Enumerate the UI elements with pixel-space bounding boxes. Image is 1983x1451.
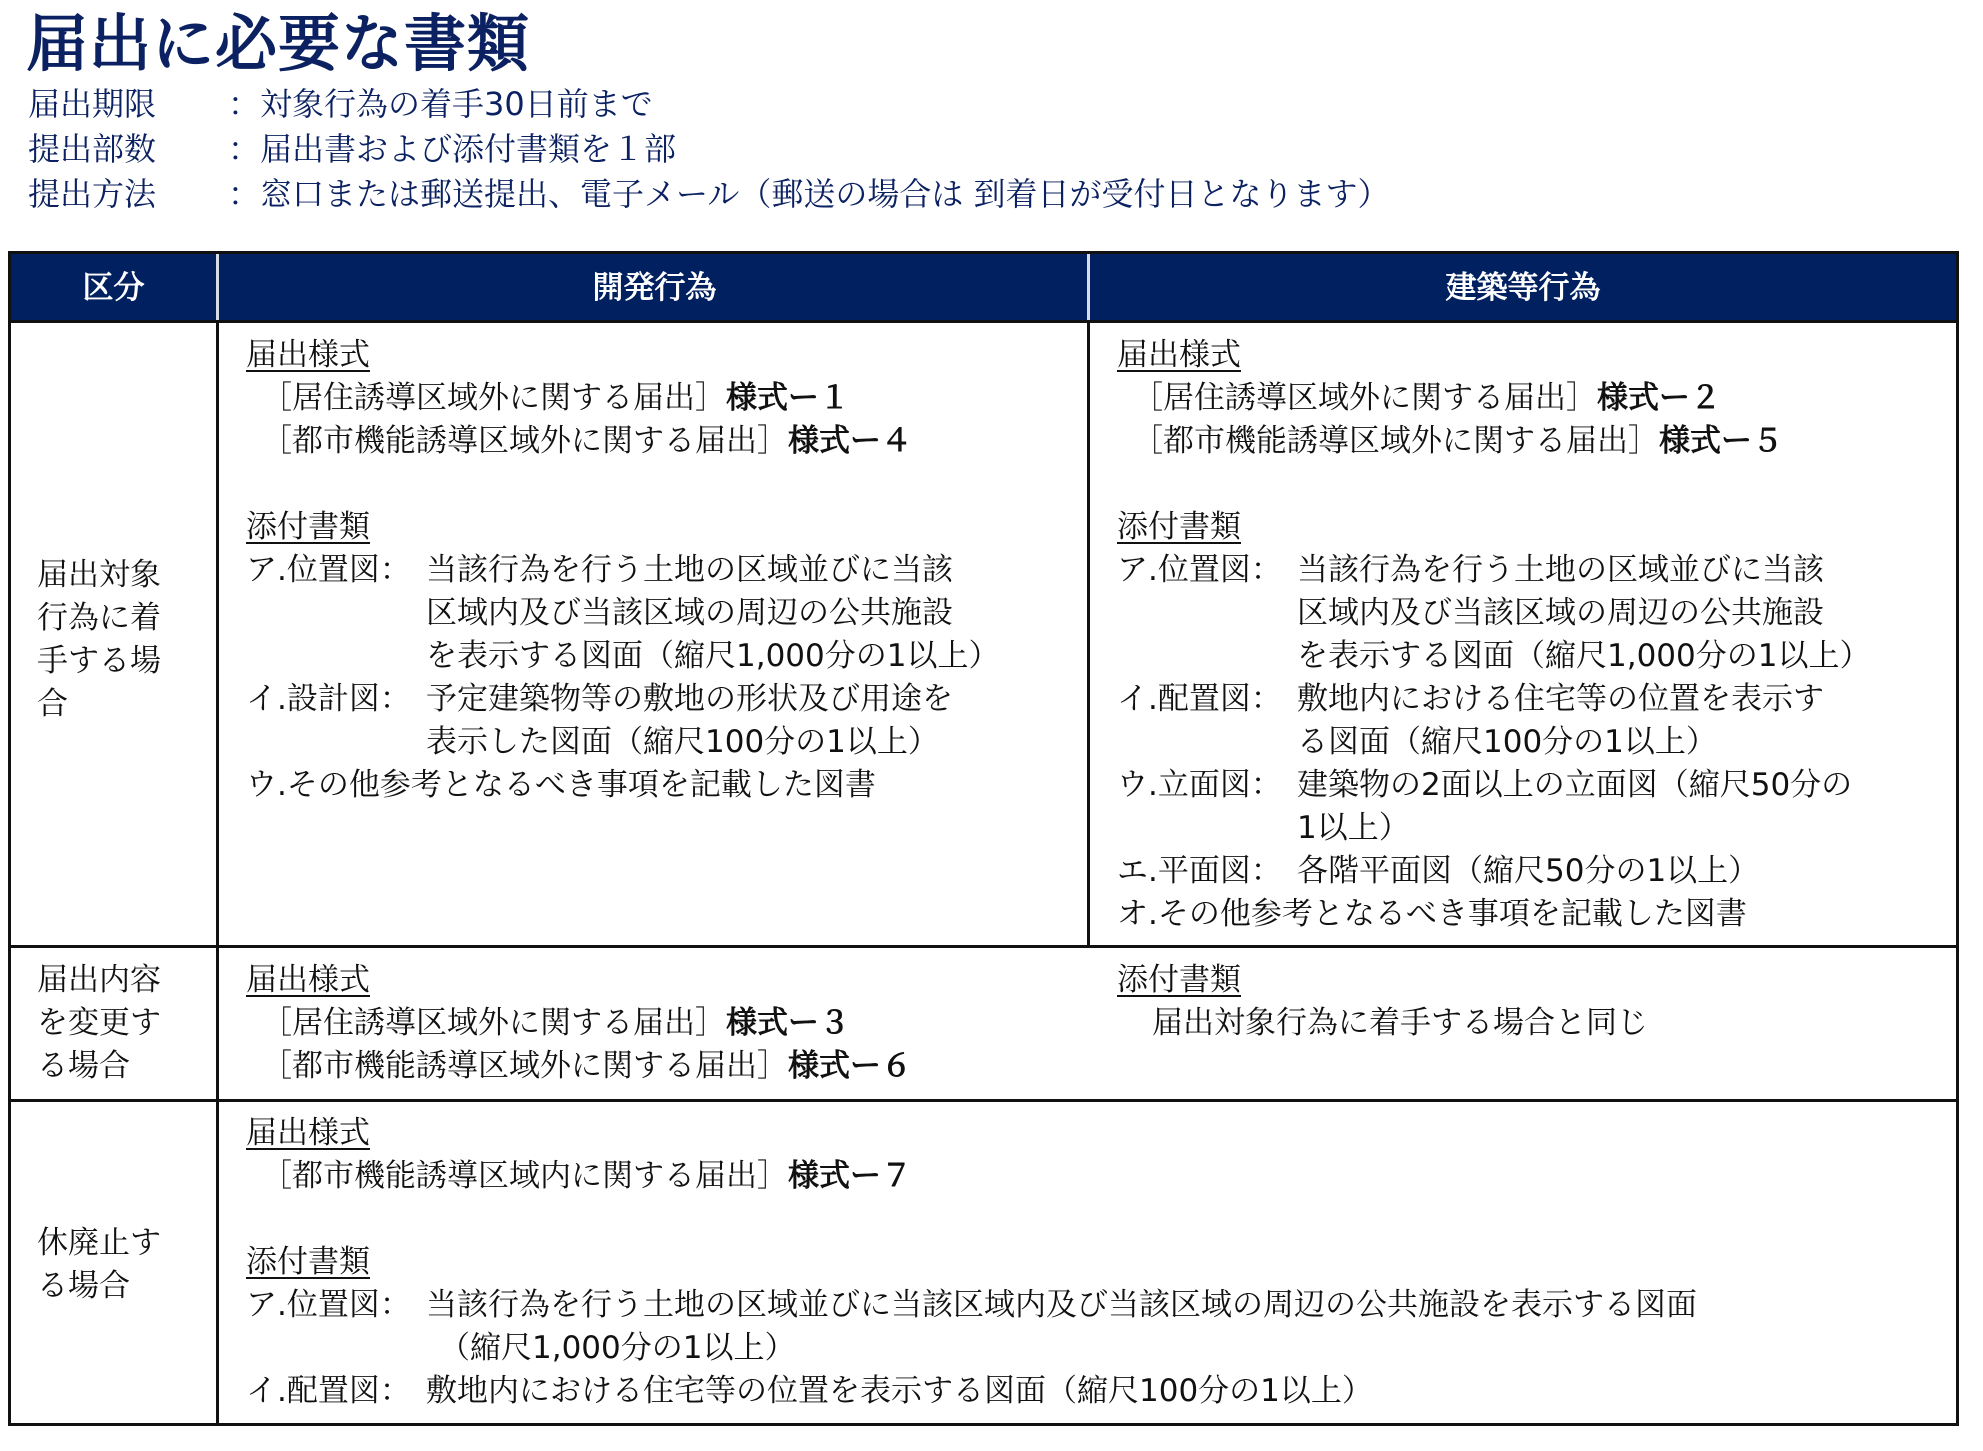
- form-item: [261, 1045, 912, 1088]
- header-development: 開発行為: [592, 270, 717, 306]
- form-item: [261, 377, 850, 420]
- category-line: 届出内容: [37, 962, 161, 998]
- attach-line: （縮尺1,000分の1以上）: [439, 1330, 796, 1366]
- header-category: 区分: [82, 270, 145, 306]
- info-label: 提出方法: [28, 175, 157, 213]
- form-code: 様式ー３: [726, 1005, 850, 1041]
- category-line: 合: [37, 686, 68, 722]
- attach-line: を表示する図面（縮尺1,000分の1以上）: [1297, 638, 1871, 674]
- attach-line: る図面（縮尺100分の1以上）: [1297, 724, 1717, 760]
- form-code: 様式ー４: [788, 423, 912, 459]
- header-construction: 建築等行為: [1445, 270, 1601, 306]
- attach-heading: 添付書類: [246, 509, 370, 545]
- form-heading: 届出様式: [246, 962, 370, 998]
- attach-heading: 添付書類: [1117, 962, 1241, 998]
- form-item: [1132, 377, 1721, 420]
- info-deadline: [28, 82, 653, 126]
- attach-line: 予定建築物等の敷地の形状及び用途を: [426, 681, 953, 717]
- attach-heading: 添付書類: [246, 1244, 370, 1280]
- attach-line: 当該行為を行う土地の区域並びに当該: [1297, 552, 1824, 588]
- form-item: [261, 420, 912, 463]
- form-heading: 届出様式: [1117, 337, 1241, 373]
- info-label: 提出部数: [28, 130, 157, 168]
- info-method: [28, 172, 1390, 216]
- attach-line: 表示した図面（縮尺100分の1以上）: [426, 724, 939, 760]
- info-copies: [28, 127, 676, 171]
- attach-line: 敷地内における住宅等の位置を表示する図面（縮尺100分の1以上）: [426, 1373, 1373, 1409]
- form-heading: 届出様式: [246, 1115, 370, 1151]
- form-code: 様式ー６: [788, 1048, 912, 1084]
- column-divider: [1087, 320, 1090, 946]
- form-label: ［都市機能誘導区域外に関する届出］: [261, 1048, 788, 1084]
- attach-line: を表示する図面（縮尺1,000分の1以上）: [426, 638, 1000, 674]
- attach-label: イ.配置図：: [246, 1373, 411, 1409]
- attach-label: ウ.立面図：: [1117, 767, 1282, 803]
- info-value: ：窓口または郵送提出、電子メール（郵送の場合は 到着日が受付日となります）: [228, 175, 1390, 213]
- page-title: 届出に必要な書類: [26, 7, 531, 80]
- attach-text: 届出対象行為に着手する場合と同じ: [1152, 1005, 1648, 1041]
- attach-line: 各階平面図（縮尺50分の1以上）: [1297, 853, 1760, 889]
- attach-label: ア.位置図：: [246, 552, 411, 588]
- row-divider: [11, 320, 1956, 323]
- form-label: ［都市機能誘導区域内に関する届出］: [261, 1158, 788, 1194]
- form-item: [261, 1155, 912, 1198]
- category-line: 手する場: [37, 643, 161, 679]
- category-line: を変更す: [37, 1005, 161, 1041]
- category-line: 行為に着: [37, 600, 161, 636]
- attach-line: 当該行為を行う土地の区域並びに当該区域内及び当該区域の周辺の公共施設を表示する図面: [426, 1287, 1697, 1323]
- attach-line: 区域内及び当該区域の周辺の公共施設: [1297, 595, 1824, 631]
- attach-line: 建築物の2面以上の立面図（縮尺50分の: [1297, 767, 1853, 803]
- form-label: ［居住誘導区域外に関する届出］: [261, 1005, 726, 1041]
- form-item: [261, 1002, 850, 1045]
- category-line: る場合: [37, 1048, 130, 1084]
- row-divider: [11, 945, 1956, 948]
- attach-line: 区域内及び当該区域の周辺の公共施設: [426, 595, 953, 631]
- info-value: ：対象行為の着手30日前まで: [228, 85, 653, 123]
- form-code: 様式ー７: [788, 1158, 912, 1194]
- form-heading: 届出様式: [246, 337, 370, 373]
- attach-line: 1以上）: [1297, 810, 1410, 846]
- form-item: [1132, 420, 1783, 463]
- attach-line: 当該行為を行う土地の区域並びに当該: [426, 552, 953, 588]
- info-label: 届出期限: [28, 85, 157, 123]
- form-label: ［都市機能誘導区域外に関する届出］: [1132, 423, 1659, 459]
- attach-label: エ.平面図：: [1117, 853, 1282, 889]
- attach-line: 敷地内における住宅等の位置を表示す: [1297, 681, 1824, 717]
- form-code: 様式ー５: [1659, 423, 1783, 459]
- attach-label: イ.配置図：: [1117, 681, 1282, 717]
- attach-label: イ.設計図：: [246, 681, 411, 717]
- form-code: 様式ー１: [726, 380, 850, 416]
- documents-table: [8, 251, 1959, 1426]
- form-code: 様式ー２: [1597, 380, 1721, 416]
- form-label: ［居住誘導区域外に関する届出］: [261, 380, 726, 416]
- category-line: る場合: [37, 1268, 130, 1304]
- table-header: [11, 254, 1956, 323]
- category-line: 届出対象: [37, 557, 161, 593]
- form-label: ［居住誘導区域外に関する届出］: [1132, 380, 1597, 416]
- attach-label: ア.位置図：: [1117, 552, 1282, 588]
- form-label: ［都市機能誘導区域外に関する届出］: [261, 423, 788, 459]
- attach-label: ウ.その他参考となるべき事項を記載した図書: [246, 767, 876, 803]
- attach-label: オ.その他参考となるべき事項を記載した図書: [1117, 896, 1747, 932]
- attach-label: ア.位置図：: [246, 1287, 411, 1323]
- row-divider: [11, 1099, 1956, 1102]
- info-value: ：届出書および添付書類を１部: [228, 130, 677, 168]
- category-line: 休廃止す: [37, 1225, 161, 1261]
- attach-heading: 添付書類: [1117, 509, 1241, 545]
